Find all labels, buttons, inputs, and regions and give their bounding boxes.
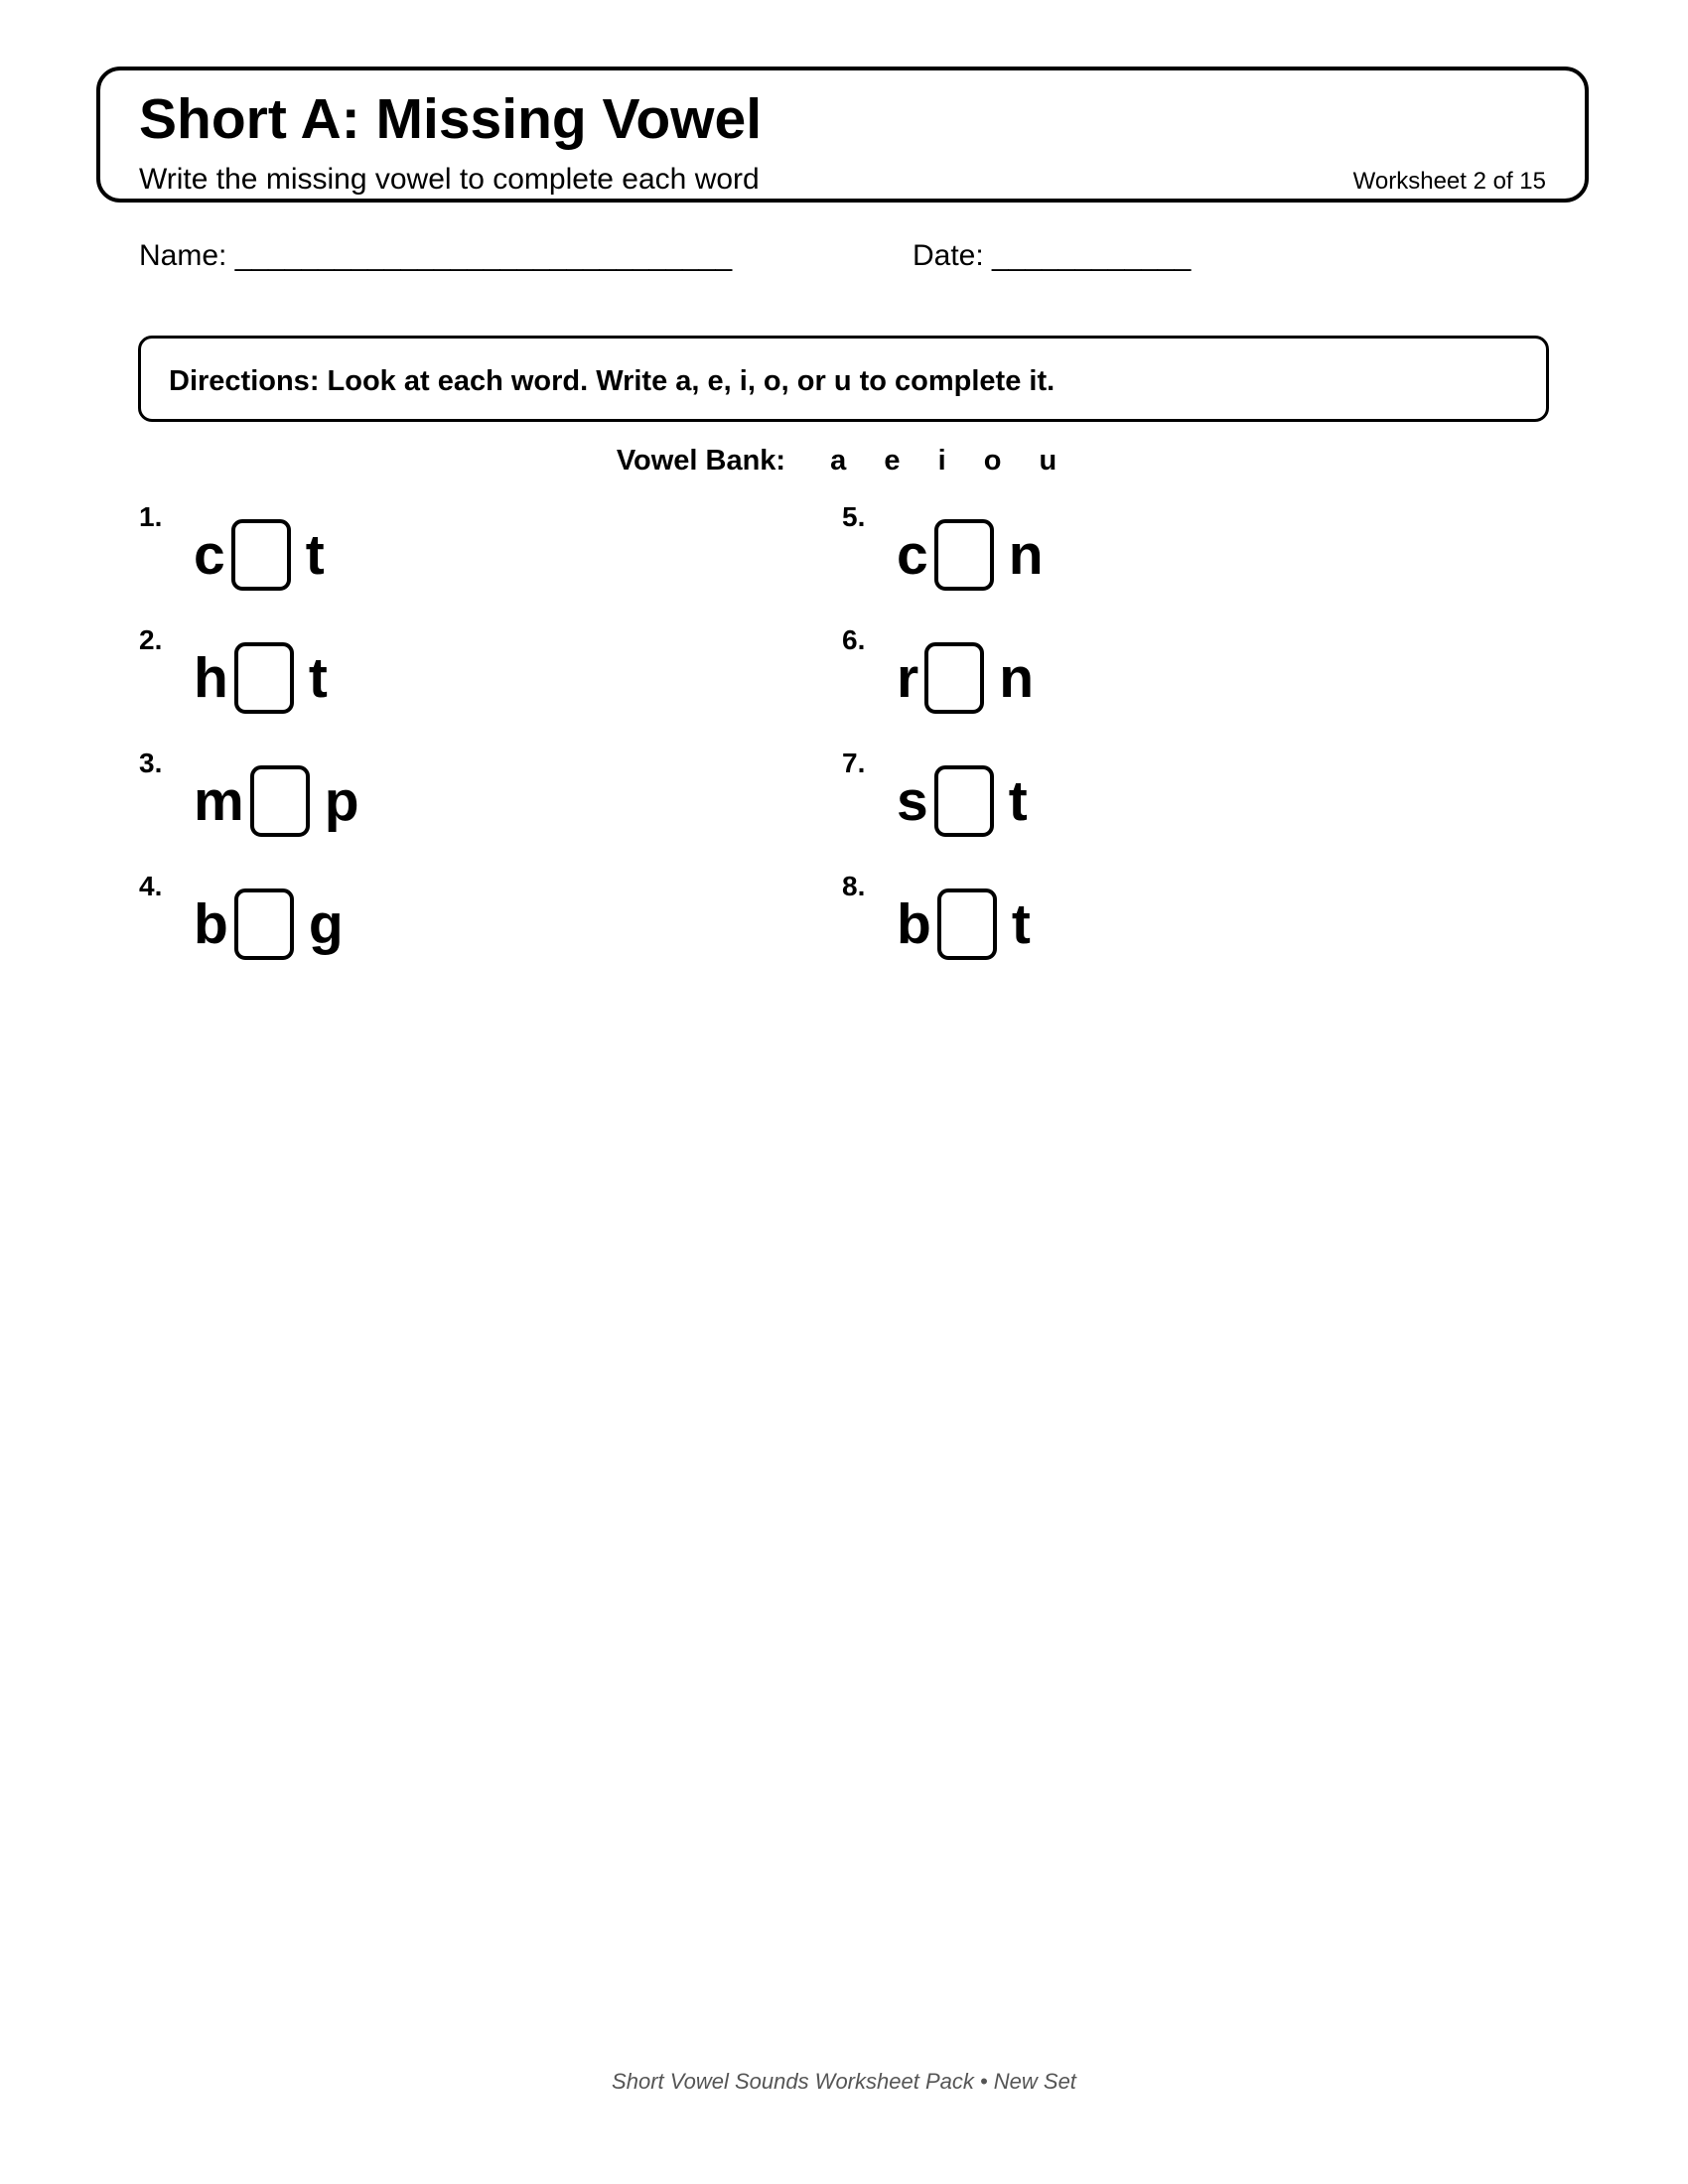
last-letter: t: [305, 522, 325, 587]
item-number: 6.: [842, 624, 866, 655]
first-letter: h: [194, 645, 228, 710]
name-field[interactable]: Name: ______________________________: [139, 239, 733, 272]
word-puzzle: [897, 517, 1044, 593]
vowel-blank-box[interactable]: [934, 519, 994, 591]
vowel-bank: [0, 447, 1688, 476]
item-number: 2.: [139, 624, 163, 655]
word-puzzle: [897, 887, 1031, 962]
first-letter: r: [897, 645, 919, 710]
vowel-bank-label: Vowel Bank:: [616, 445, 786, 477]
item-number: 8.: [842, 871, 866, 901]
worksheet-number: Worksheet 2 of 15: [1352, 168, 1546, 195]
vowel-i: i: [937, 445, 946, 477]
first-letter: c: [194, 522, 225, 587]
first-letter: s: [897, 768, 928, 833]
last-letter: g: [308, 891, 344, 956]
vowel-blank-box[interactable]: [250, 765, 310, 837]
first-letter: b: [194, 891, 228, 956]
first-letter: c: [897, 522, 928, 587]
word-puzzle: [194, 640, 328, 716]
first-letter: m: [194, 768, 244, 833]
first-letter: b: [897, 891, 931, 956]
vowel-blank-box[interactable]: [231, 519, 291, 591]
word-puzzle: [194, 517, 325, 593]
vowel-u: u: [1039, 445, 1057, 477]
vowel-blank-box[interactable]: [234, 888, 294, 960]
vowel-e: e: [884, 445, 901, 477]
page-title: Short A: Missing Vowel: [139, 87, 763, 151]
last-letter: t: [1008, 768, 1028, 833]
item-number: 5.: [842, 501, 866, 532]
word-puzzle: [194, 887, 344, 962]
date-field[interactable]: Date: ____________: [913, 239, 1192, 272]
word-puzzle: [897, 640, 1034, 716]
directions-text: Directions: Look at each word. Write a, e, i, o, or u to complete it.: [169, 365, 1055, 397]
vowel-blank-box[interactable]: [924, 642, 984, 714]
page-subtitle: Write the missing vowel to complete each word: [139, 163, 760, 196]
word-puzzle: [897, 763, 1028, 839]
word-puzzle: [194, 763, 359, 839]
last-letter: t: [1011, 891, 1031, 956]
item-number: 7.: [842, 748, 866, 778]
vowel-blank-box[interactable]: [937, 888, 997, 960]
vowel-blank-box[interactable]: [234, 642, 294, 714]
vowel-a: a: [830, 445, 847, 477]
vowel-blank-box[interactable]: [934, 765, 994, 837]
last-letter: p: [324, 768, 359, 833]
last-letter: n: [1008, 522, 1044, 587]
last-letter: n: [999, 645, 1035, 710]
vowel-o: o: [983, 445, 1002, 477]
item-number: 1.: [139, 501, 163, 532]
page-footer: Short Vowel Sounds Worksheet Pack • New Set: [612, 2069, 1076, 2094]
last-letter: t: [308, 645, 328, 710]
item-number: 4.: [139, 871, 163, 901]
item-number: 3.: [139, 748, 163, 778]
